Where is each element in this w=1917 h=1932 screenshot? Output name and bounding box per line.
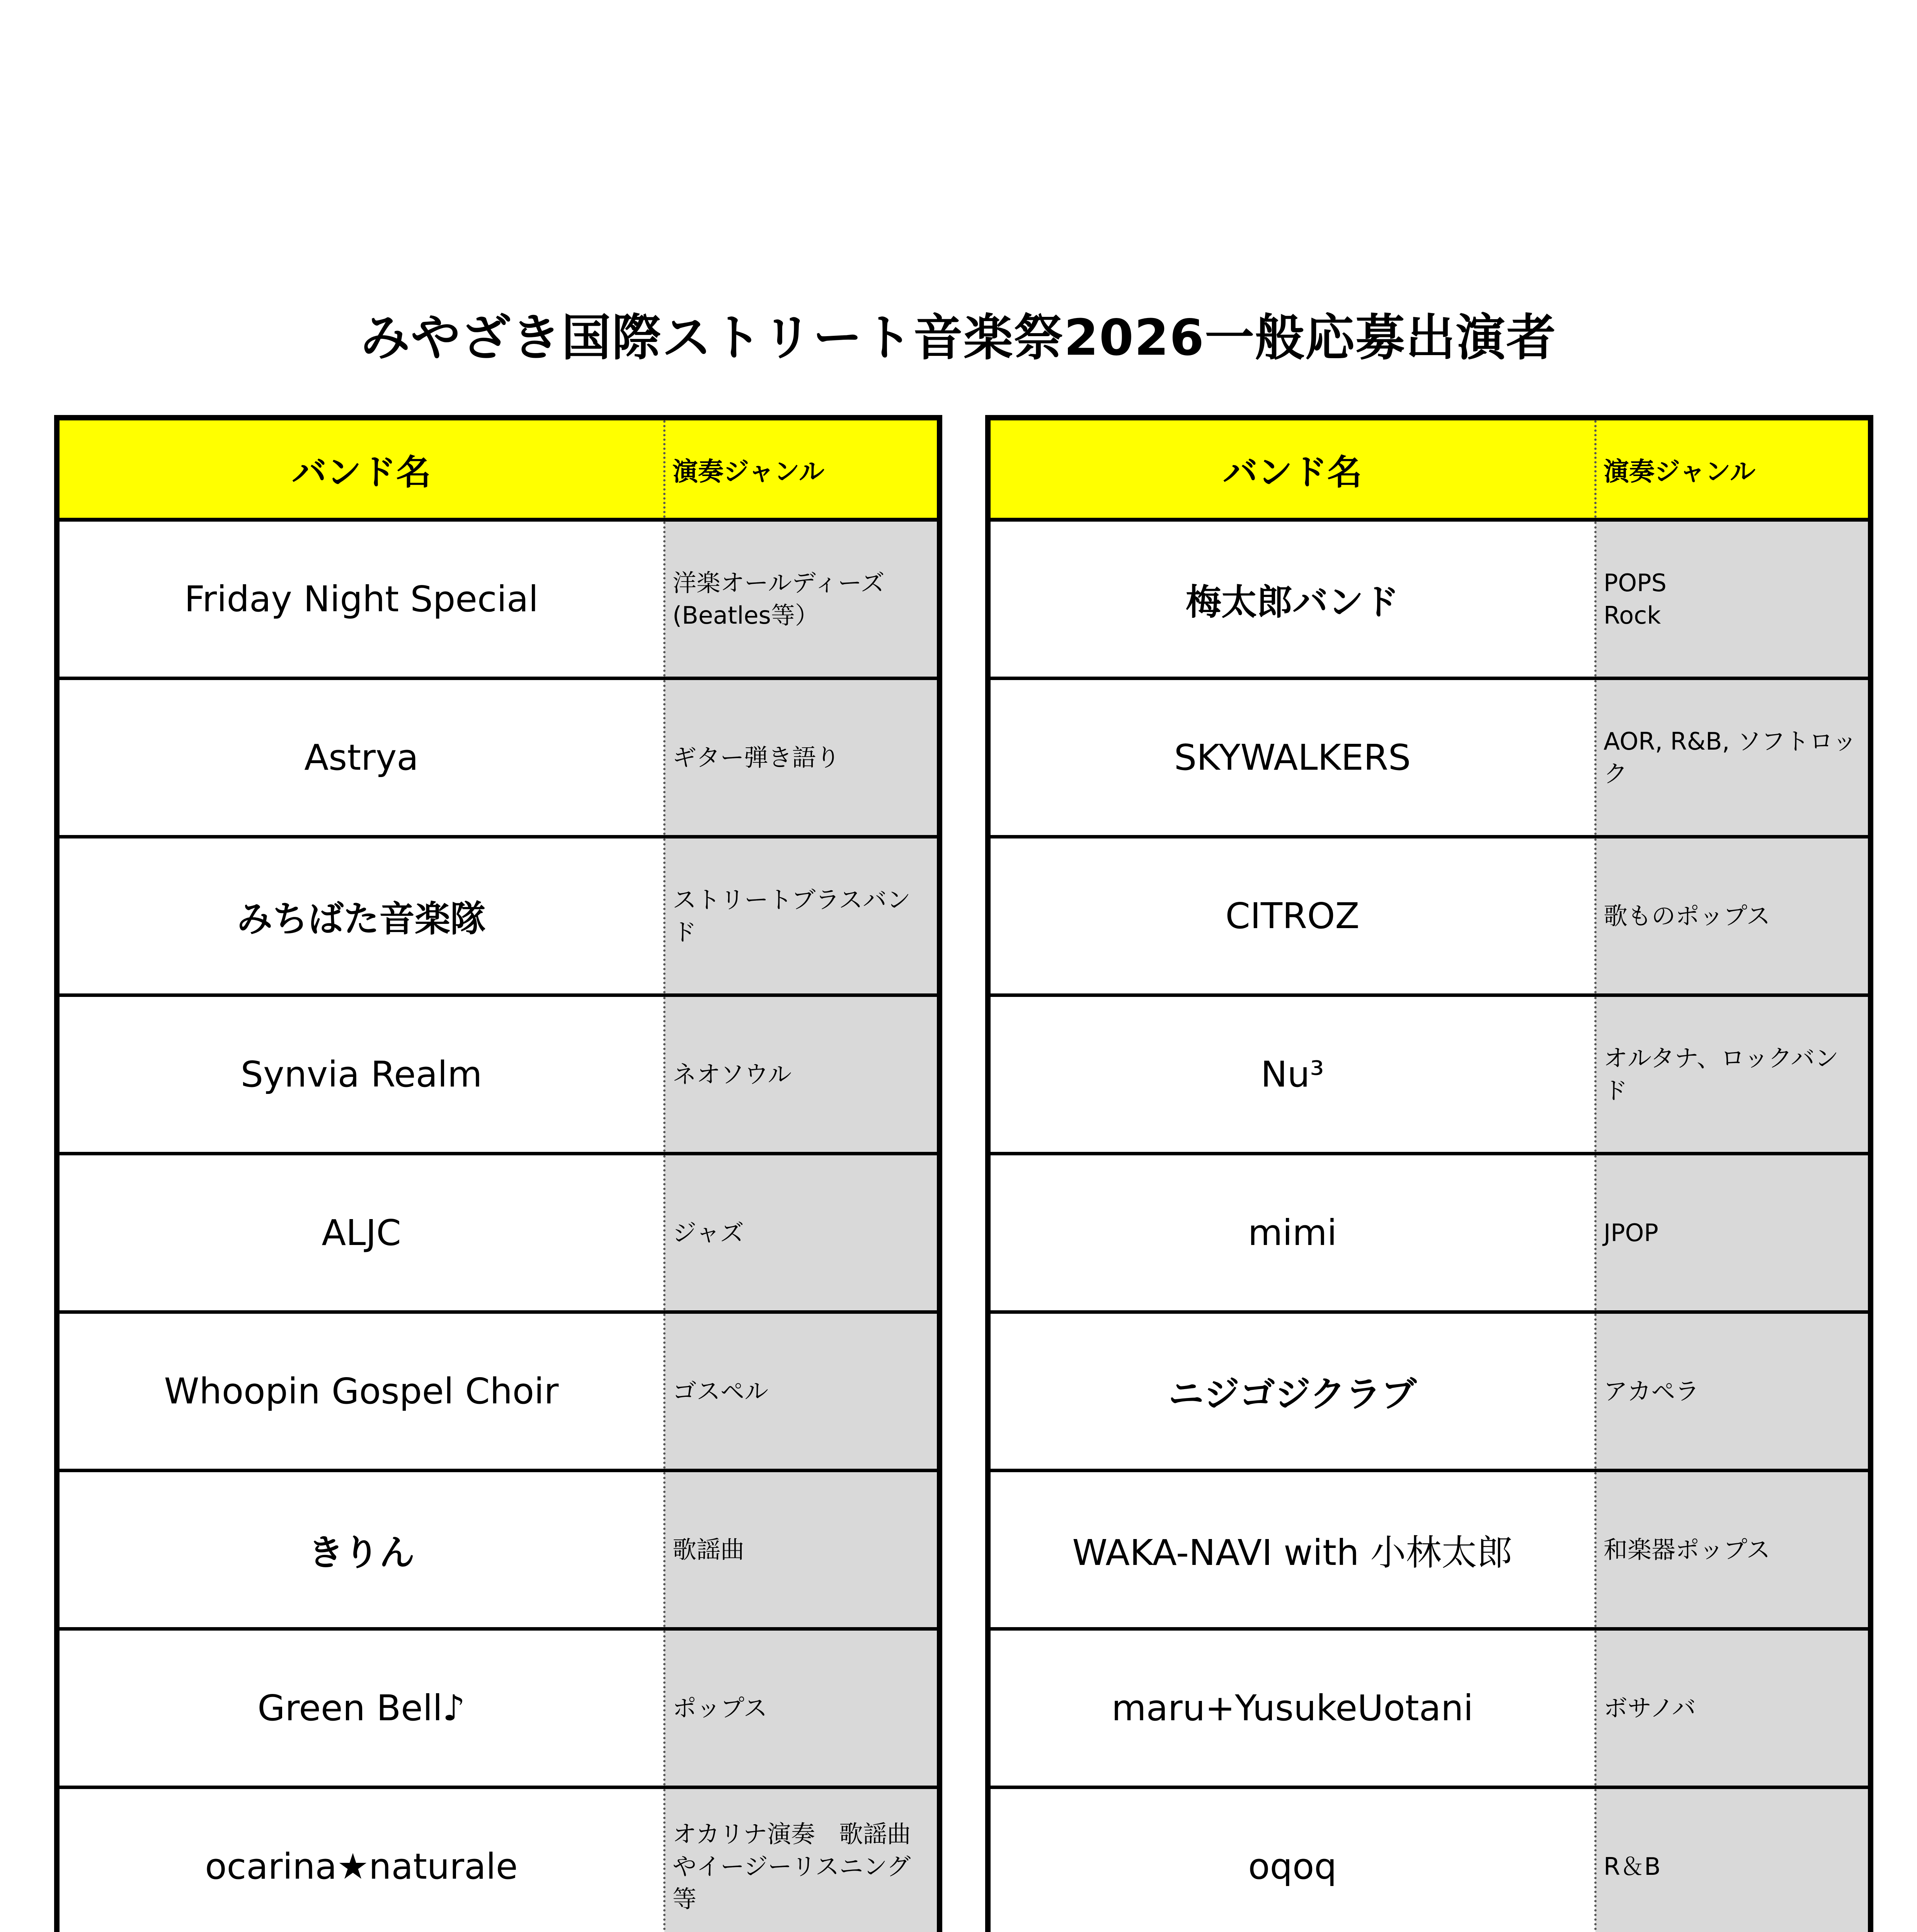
band-name-cell: mimi	[988, 1154, 1595, 1312]
performer-table-left	[54, 415, 942, 1932]
band-name-cell: Nu³	[988, 995, 1595, 1154]
genre-cell: 歌謡曲	[664, 1471, 940, 1629]
genre-cell: オルタナ、ロックバンド	[1595, 995, 1871, 1154]
genre-cell: AOR, R&B, ソフトロッ ク	[1595, 679, 1871, 837]
genre-cell: オカリナ演奏 歌謡曲 やイージーリスニング 等	[664, 1787, 940, 1932]
band-name-cell: CITROZ	[988, 837, 1595, 995]
genre-cell: ゴスペル	[664, 1312, 940, 1471]
genre-cell: ポップス	[664, 1629, 940, 1787]
genre-cell: R＆B	[1595, 1787, 1871, 1932]
genre-cell: 洋楽オールディーズ (Beatles等）	[664, 520, 940, 679]
band-name-cell: Synvia Realm	[57, 995, 664, 1154]
band-name-cell: oqoq	[988, 1787, 1595, 1932]
genre-cell: ボサノバ	[1595, 1629, 1871, 1787]
table-row	[988, 995, 1871, 1154]
genre-cell: 歌ものポップス	[1595, 837, 1871, 995]
table-row	[988, 1312, 1871, 1471]
table-row	[988, 1154, 1871, 1312]
performer-table-right	[985, 415, 1873, 1932]
band-name-cell: ALJC	[57, 1154, 664, 1312]
band-name-cell: 梅太郎バンド	[988, 520, 1595, 679]
table-row	[57, 1471, 940, 1629]
table-body-right	[988, 520, 1871, 1932]
band-name-cell: みちばた音楽隊	[57, 837, 664, 995]
genre-cell: ネオソウル	[664, 995, 940, 1154]
table-row	[57, 1787, 940, 1932]
genre-cell: POPS Rock	[1595, 520, 1871, 679]
genre-cell: ジャズ	[664, 1154, 940, 1312]
table-row	[57, 995, 940, 1154]
genre-header: 演奏ジャンル	[1595, 418, 1871, 520]
table-row	[57, 1629, 940, 1787]
band-name-header: バンド名	[988, 418, 1595, 520]
band-name-cell: Whoopin Gospel Choir	[57, 1312, 664, 1471]
genre-cell: JPOP	[1595, 1154, 1871, 1312]
band-name-cell: maru+YusukeUotani	[988, 1629, 1595, 1787]
genre-header: 演奏ジャンル	[664, 418, 940, 520]
band-name-cell: きりん	[57, 1471, 664, 1629]
page-title: みやざき国際ストリート音楽祭2026一般応募出演者	[360, 309, 1557, 367]
genre-cell: 和楽器ポップス	[1595, 1471, 1871, 1629]
table-row	[57, 520, 940, 679]
band-name-cell: WAKA-NAVI with 小林太郎	[988, 1471, 1595, 1629]
table-row	[57, 837, 940, 995]
table-row	[988, 1471, 1871, 1629]
band-name-cell: Green Bell♪	[57, 1629, 664, 1787]
band-name-cell: Astrya	[57, 679, 664, 837]
table-row	[57, 679, 940, 837]
table-row	[57, 1312, 940, 1471]
band-name-cell: Friday Night Special	[57, 520, 664, 679]
band-name-header: バンド名	[57, 418, 664, 520]
table-row	[57, 1154, 940, 1312]
table-row	[988, 679, 1871, 837]
genre-cell: ストリートブラスバンド	[664, 837, 940, 995]
genre-cell: ギター弾き語り	[664, 679, 940, 837]
header-row	[988, 418, 1871, 520]
header-row	[57, 418, 940, 520]
band-name-cell: ocarina★naturale	[57, 1787, 664, 1932]
table-row	[988, 520, 1871, 679]
table-row	[988, 1787, 1871, 1932]
band-name-cell: ニジゴジクラブ	[988, 1312, 1595, 1471]
table-body-left	[57, 520, 940, 1932]
genre-cell: アカペラ	[1595, 1312, 1871, 1471]
table-row	[988, 837, 1871, 995]
band-name-cell: SKYWALKERS	[988, 679, 1595, 837]
table-row	[988, 1629, 1871, 1787]
